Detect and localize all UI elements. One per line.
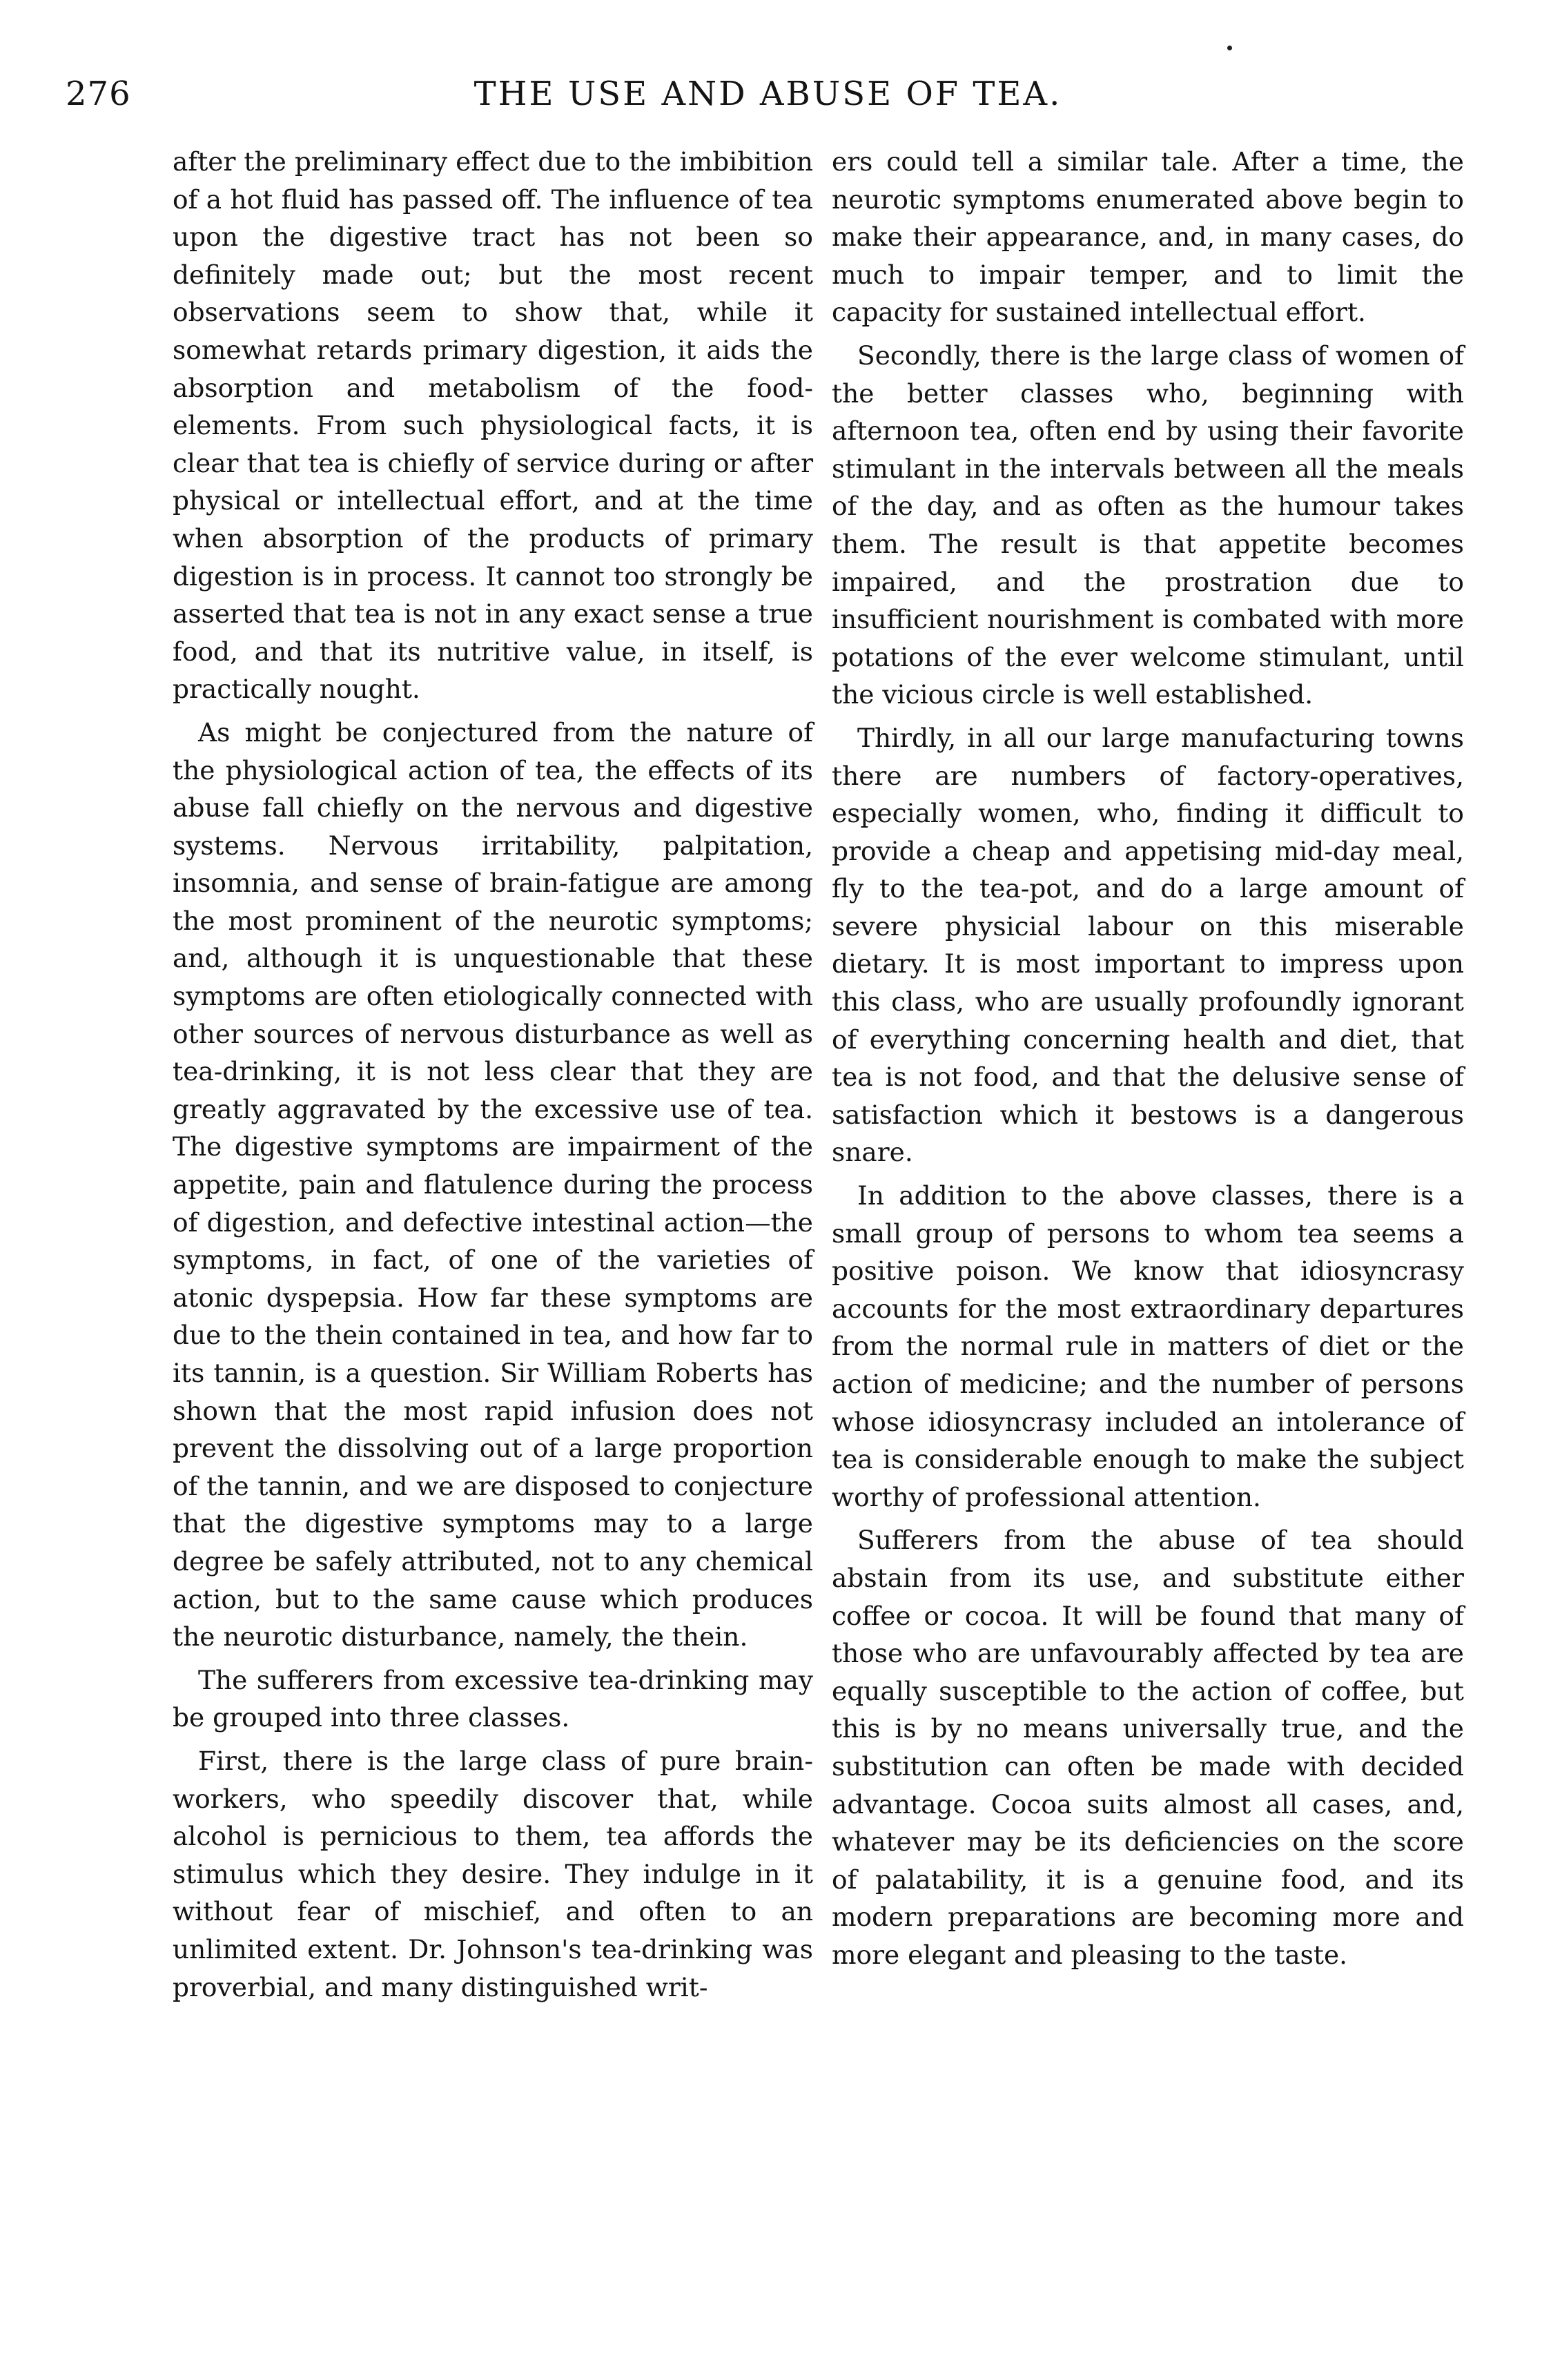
paragraph: ers could tell a similar tale. After a time, the neurotic symptoms enumerated above begin to make their appearance, and, in many cases, do much to impair temper, and to limit the capacity for sustained intellectual effort. xyxy=(832,146,1464,328)
paragraph: The sufferers from excessive tea-drinking may be grouped into three classes. xyxy=(173,1664,813,1733)
running-title: THE USE AND ABUSE OF TEA. xyxy=(474,75,1062,113)
paragraph: Thirdly, in all our large manufacturing towns there are numbers of factory-operatives, especially women, who, finding it difficult to provide a cheap and appetising mid-day meal, fly to the tea-pot, and do a large amount of severe physicial labour on this miserable dietary. It is most important to impress upon this class, who are usually profoundly ignorant of everything concerning health and diet, that tea is not food, and that the delusive sense of satisfaction which it bestows is a dangerous snare. xyxy=(832,722,1464,1168)
paragraph: First, there is the large class of pure brain-workers, who speedily discover that, while alcohol is pernicious to them, tea affords the stimulus which they desire. They indulge in it without fear of mischief, and often to an unlimited extent. Dr. Johnson's tea-drinking was proverbial, and many distinguished writ- xyxy=(173,1745,813,2002)
paragraph: Secondly, there is the large class of women of the better classes who, beginning with afternoon tea, often end by using their favorite stimulant in the intervals between all the meals of the day, and as often as the humour takes them. The result is that appetite becomes impaired, and the prostration due to insufficient nourishment is combated with more potations of the ever welcome stimulant, until the vicious circle is well established. xyxy=(832,340,1464,710)
left-column xyxy=(173,143,813,2006)
page-number: 276 xyxy=(66,75,131,113)
paragraph: Sufferers from the abuse of tea should abstain from its use, and substitute either coffee or cocoa. It will be found that many of those who are unfavourably affected by tea are equally susceptible to the action of coffee, but this is by no means universally true, and the substitution can often be made with decided advantage. Cocoa suits almost all cases, and, whatever may be its deficiencies on the score of palatability, it is a genuine food, and its modern preparations are becoming more and more elegant and pleasing to the taste. xyxy=(832,1525,1464,1970)
paragraph: As might be conjectured from the nature of the physiological action of tea, the effects of its abuse fall chiefly on the nervous and digestive systems. Nervous irritability, palpitation, insomnia, and sense of brain-fatigue are among the most prominent of the neurotic symptoms; and, although it is unquestionable that these symptoms are often etiologically connected with other sources of nervous disturbance as well as tea-drinking, it is not less clear that they are greatly aggravated by the excessive use of tea. The digestive symptoms are impairment of the appetite, pain and flatulence during the process of digestion, and defective intestinal action—the symptoms, in fact, of one of the varieties of atonic dyspepsia. How far these symptoms are due to the thein contained in tea, and how far to its tannin, is a question. Sir William Roberts has shown that the most rapid infusion does not prevent the dissolving out of a large proportion of the tannin, and we are disposed to conjecture that the digestive symptoms may to a large degree be safely attributed, not to any chemical action, but to the same cause which produces the neurotic disturbance, namely, the thein. xyxy=(173,716,813,1652)
print-speck xyxy=(1227,46,1232,50)
paragraph: In addition to the above classes, there is a small group of persons to whom tea seems a positive poison. We know that idiosyncrasy accounts for the most extraordinary departures from the normal rule in matters of diet or the action of medicine; and the number of persons whose idiosyncrasy included an intolerance of tea is considerable enough to make the subject worthy of professional attention. xyxy=(832,1180,1464,1512)
page-header xyxy=(66,66,1470,121)
paragraph: after the preliminary effect due to the imbibition of a hot fluid has passed off. The influence of tea upon the digestive tract has not been so definitely made out; but the most recent observations seem to show that, while it somewhat retards primary digestion, it aids the absorption and metabolism of the food-elements. From such physiological facts, it is clear that tea is chiefly of service during or after physical or intellectual effort, and at the time when absorption of the products of primary digestion is in process. It cannot too strongly be asserted that tea is not in any exact sense a true food, and that its nutritive value, in itself, is practically nought. xyxy=(173,146,813,705)
right-column xyxy=(832,143,1464,1974)
